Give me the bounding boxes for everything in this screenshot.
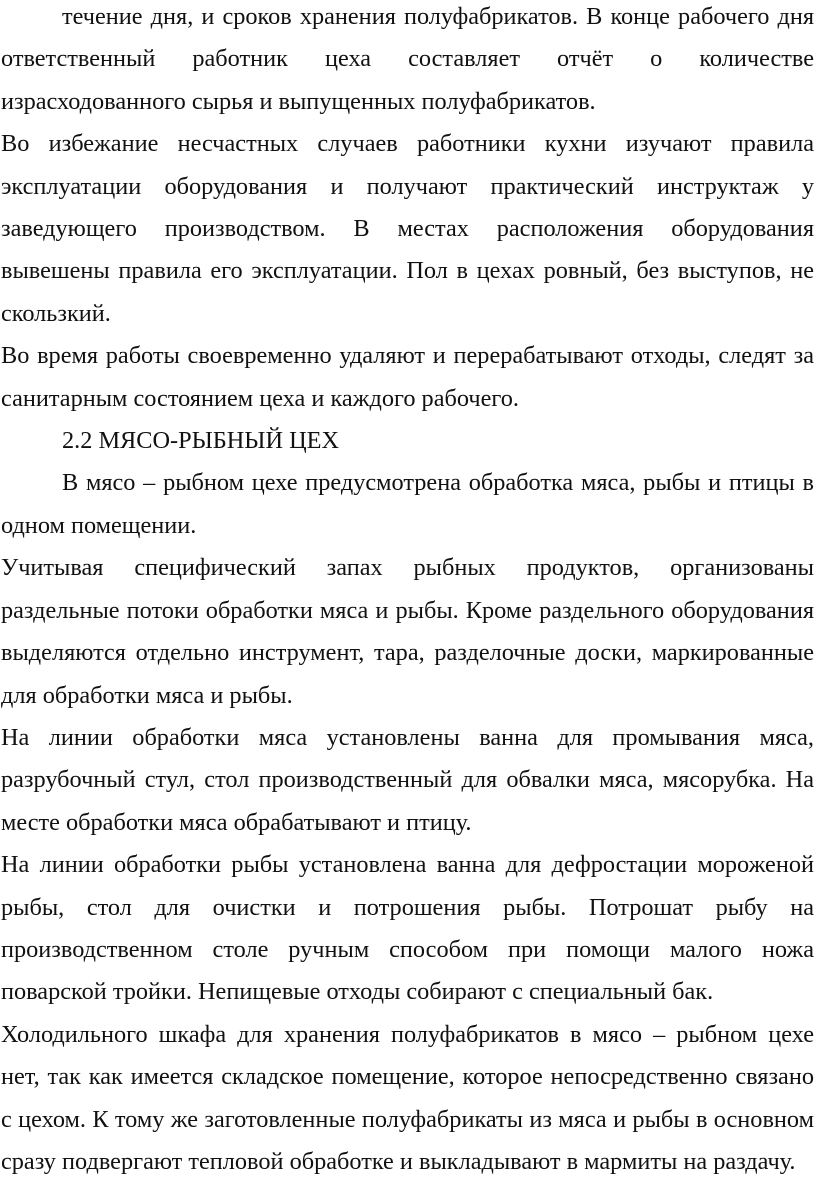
section-paragraph-1: В мясо – рыбном цехе предусмотрена обработка мяса, рыбы и птицы в одном помещении. [1, 469, 814, 539]
section-paragraph-4: На линии обработки рыбы установлена ванна для дефростации мороженой рыбы, стол для очистки и потрошения рыбы. Потрошат рыбу на производственном столе ручным способом при помощи малого ножа поварской тройки. Непищевые отходы собирают с специальный бак. [1, 851, 814, 1006]
section-paragraph-2: Учитывая специфический запах рыбных продуктов, организованы раздельные потоки обработки мяса и рыбы. Кроме раздельного оборудования выделяются отдельно инструмент, тара, разделочные доски, маркированные для обработки мяса и рыбы. [1, 554, 814, 709]
document-page [1, 0, 814, 1183]
section-paragraph-3: На линии обработки мяса установлены ванна для промывания мяса, разрубочный стул, стол производственный для обвалки мяса, мясорубка. На месте обработки мяса обрабатывают и птицу. [1, 723, 814, 836]
paragraph-1: течение дня, и сроков хранения полуфабрикатов. В конце рабочего дня ответственный работник цеха составляет отчёт о количестве израсходованного сырья и выпущенных полуфабрикатов. [1, 3, 814, 115]
section-heading: 2.2 МЯСО-РЫБНЫЙ ЦЕХ [62, 427, 340, 455]
paragraph-3: Во время работы своевременно удаляют и перерабатывают отходы, следят за санитарным состоянием цеха и каждого рабочего. [1, 342, 814, 412]
section-paragraph-5: Холодильного шкафа для хранения полуфабрикатов в мясо – рыбном цехе нет, так как имеется складское помещение, которое непосредственно связано с цехом. К тому же заготовленные полуфабрикаты из мяса и рыбы в основном сразу подвергают тепловой обработке и выкладывают в мармиты на раздачу. [1, 1020, 814, 1175]
paragraph-2: Во избежание несчастных случаев работники кухни изучают правила эксплуатации оборудования и получают практический инструктаж у заведующего производством. В местах расположения оборудования вывешены правила его эксплуатации. Пол в цехах ровный, без выступов, не скользкий. [1, 130, 814, 327]
